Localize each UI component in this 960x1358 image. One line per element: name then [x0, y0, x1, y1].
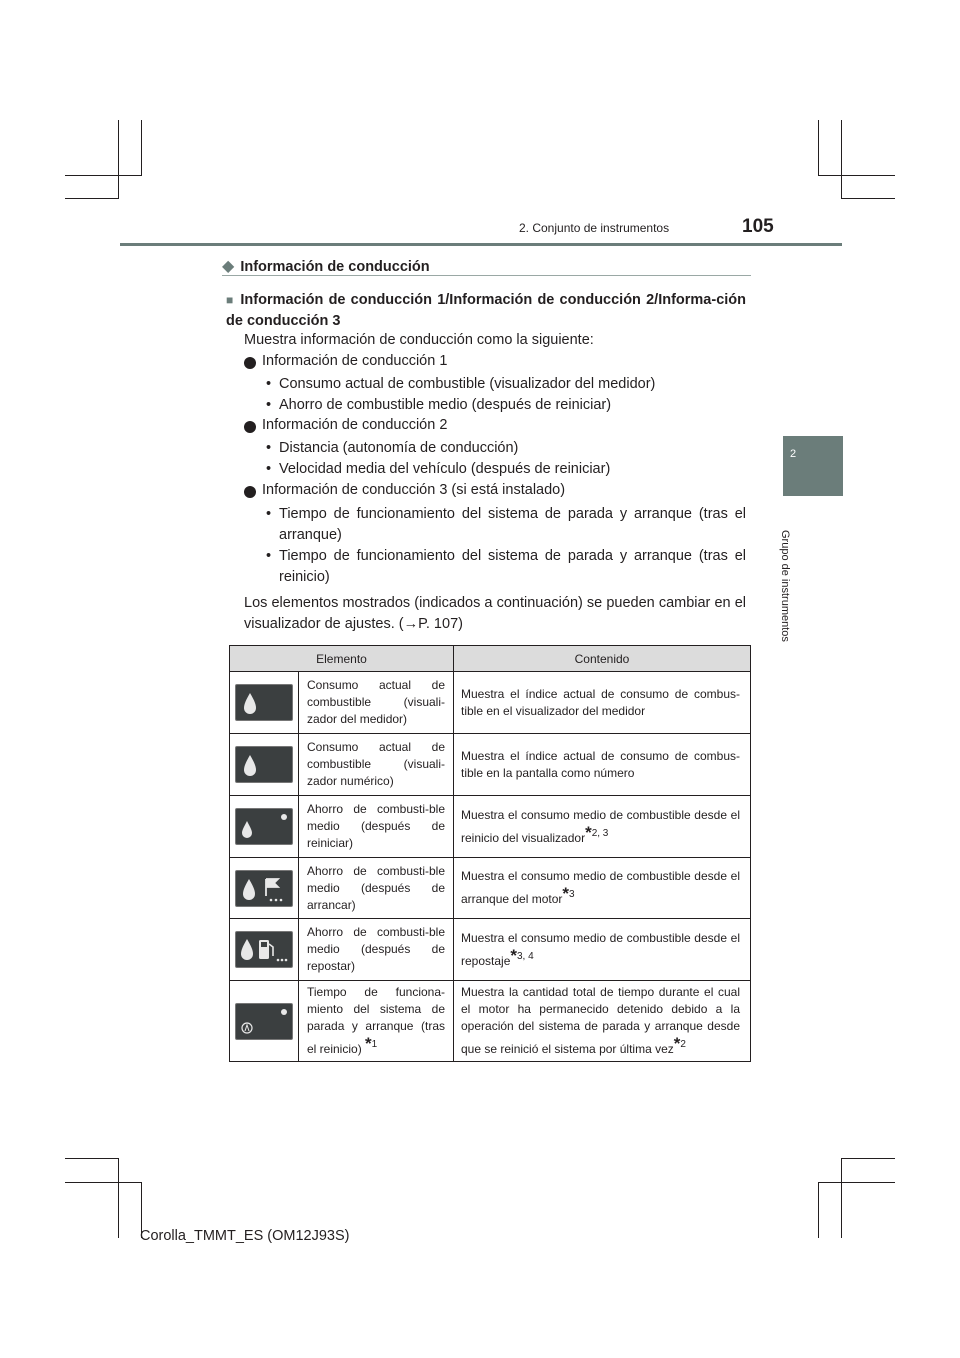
crop-mark — [818, 1182, 819, 1238]
crop-mark — [841, 198, 895, 199]
table-row — [230, 796, 751, 858]
header-divider — [120, 243, 842, 246]
row-element: Ahorro de combusti-ble medio (después de repostar) — [299, 919, 454, 981]
table-row — [230, 734, 751, 796]
crop-mark — [65, 175, 142, 176]
crop-mark — [118, 1158, 119, 1238]
crop-mark — [841, 1158, 842, 1238]
chapter-tab — [783, 436, 843, 496]
diamond-icon: ◆ — [222, 258, 235, 275]
row-content: Muestra el consumo medio de combustible desde el reinicio del visualizador$^{*2, 3}$ — [454, 796, 751, 858]
crop-mark — [65, 1158, 119, 1159]
footer-model: Corolla_TMMT_ES (OM12J93S) — [140, 1228, 350, 1244]
asterisk-icon: * — [365, 1034, 372, 1053]
footnote-ref: *3 — [562, 884, 575, 903]
row-element: Ahorro de combusti-ble medio (después de reiniciar) — [299, 796, 454, 858]
row-content: Muestra el índice actual de consumo de combus-tible en la pantalla como número — [454, 734, 751, 796]
footnote-ref: *3, 4 — [510, 945, 534, 965]
row-element: Consumo actual de combustible (visuali-zador numérico) — [299, 734, 454, 796]
section-heading: ◆ Información de conducción — [222, 258, 430, 275]
section-title: 2. Conjunto de instrumentos — [519, 221, 670, 235]
bullet-icon — [244, 486, 256, 498]
crop-mark — [65, 198, 119, 199]
heading-divider — [222, 275, 751, 276]
table-row — [230, 858, 751, 919]
fuel-drop-reset-icon — [235, 808, 293, 845]
fuel-drop-icon — [235, 746, 293, 783]
intro-paragraph: Muestra información de conducción como la siguiente: — [244, 332, 594, 348]
crop-mark — [841, 120, 842, 198]
subheading: ■ Información de conducción 1/Información de conducción 2/Informa-ción de conducción 3 — [226, 292, 746, 329]
chapter-label: Grupo de instrumentos — [779, 530, 791, 642]
bullet-icon — [244, 421, 256, 433]
footnote-ref: *1 — [365, 1034, 378, 1053]
table-row — [230, 981, 751, 1062]
crop-mark — [141, 120, 142, 175]
square-bullet-icon: ■ — [226, 293, 235, 307]
crop-mark — [841, 1158, 895, 1159]
info-table — [229, 645, 751, 1062]
asterisk-icon: * — [585, 822, 592, 842]
row-content: Muestra la cantidad total de tiempo durante el cual el motor ha permanecido detenido debido a la operación del sistema de parada y arranque desde que se reinició el sistema por última vez$^{*2}$ — [454, 981, 751, 1062]
crop-mark — [65, 1182, 142, 1183]
crop-mark — [118, 120, 119, 198]
fuel-drop-icon — [235, 684, 293, 721]
fuel-drop-pump-icon — [235, 931, 293, 968]
row-element: Ahorro de combusti-ble medio (después de arrancar) — [299, 858, 454, 919]
asterisk-icon: * — [510, 945, 517, 965]
crop-mark — [818, 175, 895, 176]
column-header-content: Contenido — [454, 646, 751, 672]
column-header-element: Elemento — [230, 646, 454, 672]
row-content: Muestra el consumo medio de combustible desde el repostaje$^{*3, 4}$ — [454, 919, 751, 981]
row-element: Tiempo de funciona-miento del sistema de parada y arranque (tras el reinicio) $^{*1}$ — [299, 981, 454, 1062]
table-row — [230, 919, 751, 981]
row-content: Muestra el índice actual de consumo de combus-tible en el visualizador del medidor — [454, 672, 751, 734]
asterisk-icon: * — [562, 884, 570, 903]
asterisk-icon: * — [673, 1034, 681, 1053]
row-content: Muestra el consumo medio de combustible desde el arranque del motor$^{*3}$ — [454, 858, 751, 919]
crop-mark — [818, 1182, 895, 1183]
crop-mark — [818, 120, 819, 175]
outro-paragraph: Los elementos mostrados (indicados a continuación) se pueden cambiar en el visualizador de ajustes. (→P. 107) — [244, 595, 746, 632]
table-row — [230, 672, 751, 734]
bullet-icon — [244, 357, 256, 369]
stop-start-reset-icon — [235, 1003, 293, 1040]
row-element: Consumo actual de combustible (visuali-zador del medidor) — [299, 672, 454, 734]
page-number: 105 — [742, 216, 774, 237]
table-header-row — [230, 646, 751, 672]
footnote-ref: *2 — [673, 1034, 686, 1053]
fuel-drop-flag-icon — [235, 870, 293, 907]
chapter-number: 2 — [789, 448, 797, 460]
footnote-ref: *2, 3 — [585, 822, 609, 842]
